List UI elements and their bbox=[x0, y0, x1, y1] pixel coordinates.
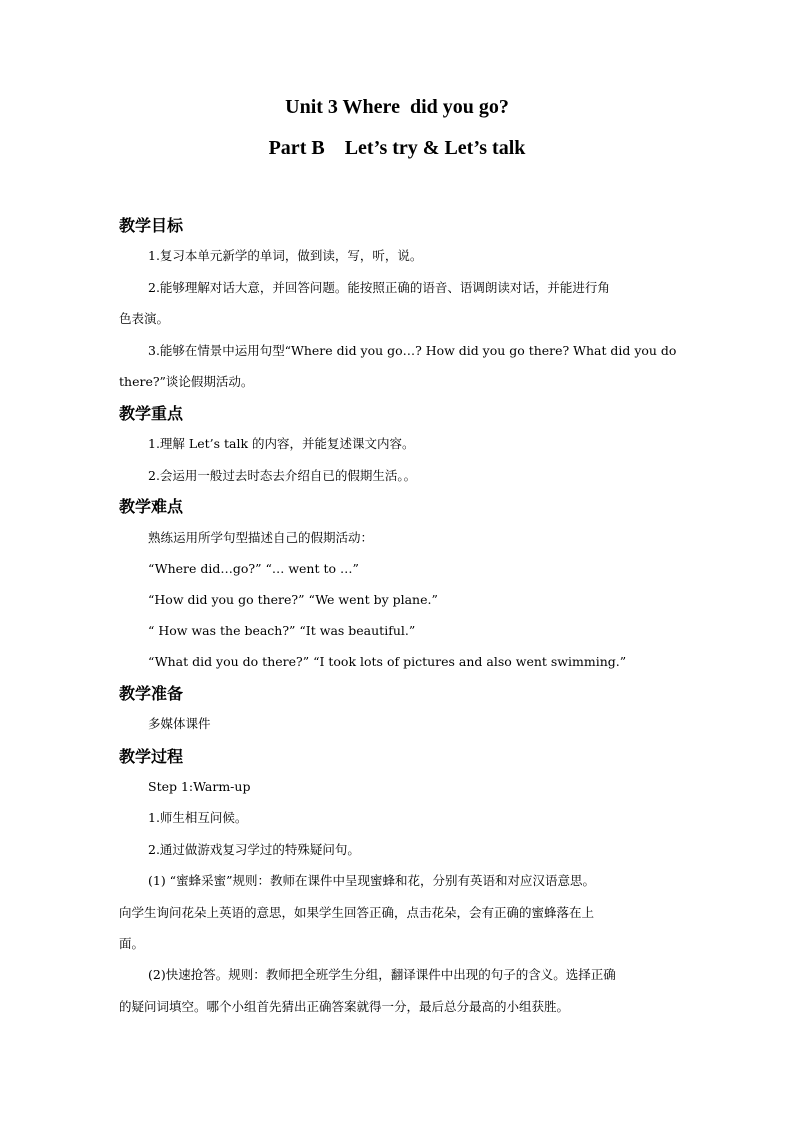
process-line-3: 2.通过做游戏复习学过的特殊疑问句。 bbox=[148, 842, 360, 857]
document-subtitle: Part B Let’s try & Let’s talk bbox=[268, 137, 526, 159]
key-points-line-2: 2.会运用一般过去时态去介绍自已的假期生活。。 bbox=[148, 468, 417, 483]
process-line-4: (1) “蜜蜂采蜜”规则：教师在课件中呈现蜜蜂和花，分别有英语和对应汉语意思。 bbox=[148, 873, 595, 888]
process-line-5: 向学生询问花朵上英语的意思，如果学生回答正确，点击花朵，会有正确的蜜蜂落在上 bbox=[119, 905, 595, 920]
preparation-line-1: 多媒体课件 bbox=[148, 716, 211, 731]
difficulties-line-1: 熟练运用所学句型描述自己的假期活动： bbox=[148, 530, 374, 545]
objectives-line-4: 3.能够在情景中运用句型“Where did you go…? How did you go there? What did you do bbox=[148, 343, 677, 358]
section-heading-preparation: 教学准备 bbox=[119, 684, 184, 703]
objectives-line-2: 2.能够理解对话大意，并回答问题。能按照正确的语音、语调朗读对话，并能进行角 bbox=[148, 280, 610, 295]
difficulties-line-4: “ How was the beach?” “It was beautiful.” bbox=[148, 623, 416, 638]
process-line-6: 面。 bbox=[119, 936, 145, 951]
document-title: Unit 3 Where did you go? bbox=[285, 96, 509, 118]
process-line-7: (2)快速抢答。规则：教师把全班学生分组，翻译课件中出现的句子的含义。选择正确 bbox=[148, 967, 616, 982]
objectives-line-5: there?”谈论假期活动。 bbox=[119, 374, 254, 389]
section-heading-difficulties: 教学难点 bbox=[119, 497, 184, 516]
process-line-8: 的疑问词填空。哪个小组首先猜出正确答案就得一分，最后总分最高的小组获胜。 bbox=[119, 999, 570, 1014]
difficulties-line-2: “Where did…go?” “… went to …” bbox=[148, 561, 359, 576]
difficulties-line-5: “What did you do there?” “I took lots of pictures and also went swimming.” bbox=[148, 654, 627, 669]
process-line-1: Step 1:Warm-up bbox=[148, 779, 251, 794]
process-line-2: 1.师生相互问候。 bbox=[148, 810, 248, 825]
section-heading-objectives: 教学目标 bbox=[119, 216, 184, 235]
objectives-line-3: 色表演。 bbox=[119, 311, 170, 326]
key-points-line-1: 1.理解 Let’s talk 的内容，并能复述课文内容。 bbox=[148, 436, 415, 451]
section-heading-key-points: 教学重点 bbox=[119, 404, 184, 423]
objectives-line-1: 1.复习本单元新学的单词，做到读，写，听，说。 bbox=[148, 248, 423, 263]
section-heading-process: 教学过程 bbox=[119, 747, 184, 766]
difficulties-line-3: “How did you go there?” “We went by plane.” bbox=[148, 592, 438, 607]
